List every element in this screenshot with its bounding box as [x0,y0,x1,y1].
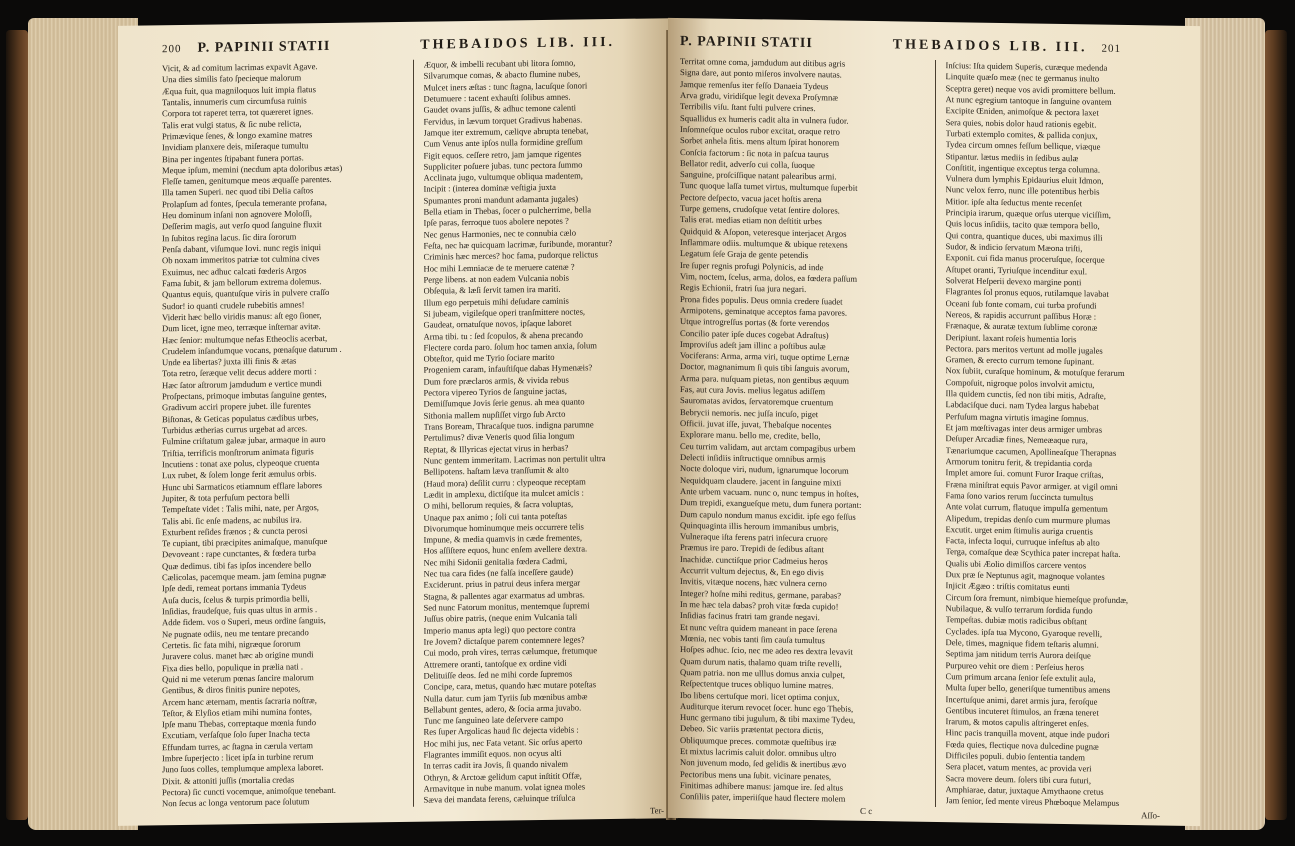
verse-line: Turbati extemplo comites, & pallida conjux, [945,128,1098,141]
verse-line: Improviſus adeſt jam illinc a poſtibus aulæ [680,338,826,352]
verse-line: Squallidus ex humeris cadit alta in vulnera ſudor. [680,112,849,126]
verse-line: Quis locus inſidiis, tacito quæ tempora bello, [945,218,1100,231]
verse-line: Illa tamen Superi. nec quod tibi Delia caſtos [162,185,314,198]
verse-line: Ire Jovem? dictaſque parem contemnere leges? [423,634,585,647]
verse-line: Criminis hæc merces? hoc fama, pudorque relictus [423,249,598,262]
verse-line: Hæc ſenior: multumque nefas Etheoclis acerbat, [162,332,328,345]
verse-line: Ob noxam immeritos patriæ tot culmina cives [162,253,320,266]
verse-line: Biſtonas, & Geticas populatus cædibus urbes, [162,411,319,424]
verse-line: Utque introgreſſus portas (& forte verendos [680,316,830,329]
verse-line: Acclinata jugo, vultumque obliqua madentem, [423,170,583,183]
left-running-head [162,34,664,57]
verse-line: Unde ea libertas? juxta illi finis & ætas [162,355,297,368]
verse-line: Mulcet iners æſtas : tunc ſtagna, lacuſque ſonori [423,79,588,93]
verse-line: Finitimas adhibere manus: jamque ire. ſed altus [680,780,844,793]
verse-line: Fleſſe tamen, genitumque meos æquaſſe parentes. [162,174,332,187]
verse-line: Labdaciſque duci. nam Tydea largus habebat [945,399,1099,412]
verse-line: Meque ipſum, memini (necdum apta doloribus ætas) [162,162,343,176]
verse-line: Pectora vipereo Tyrios de ſanguine jactas, [423,385,567,398]
verse-line: Sæva dei mandata ferens, cæluinque triſulca [423,792,576,805]
verse-line: Deripiunt. laxant roſeis humentia loris [945,331,1077,344]
right-column-1 [680,56,925,806]
verse-line: Heu dominum inſani non agnovere Moloſſi, [162,208,312,221]
verse-line: Turbidus ætherias currus urgebat ad arces. [162,423,308,436]
verse-line: Corpora tot raperet terra, tot quæreret ignes. [162,106,314,119]
verse-line: Viderit hæc bello viridis manus: aſt ego ſioner, [162,309,322,323]
verse-line: Effundam turres, ac ſtagna in cærula vertam [162,739,313,753]
verse-line: Multa ſuper bello, generiſque tumentibus amens [945,682,1111,695]
verse-line: Officii. juvat iſſe, juvat, Thebaſque nocentes [680,418,832,431]
verse-line: Una dies similis fato ſpecieque malorum [162,72,302,85]
verse-line: Quidquid & Aſopon, veteresque interjacet Argos [680,225,847,239]
verse-line: Incipit : (interea dominæ veſtigia juxta [423,182,556,195]
verse-line: Nubilaque, & vulſo terrarum ſordida fundo [945,603,1093,616]
verse-line: Silvarumque comas, & abacto flumine nubes, [423,68,581,81]
verse-line: Signa dare, aut ponto miſeros involvere nautas. [680,67,842,80]
verse-line: Ipſe paras, ferroque tuos abolere nepotes ? [423,215,569,229]
verse-line: Prona fides populis. Deus omnia credere ſuadet [680,293,843,307]
verse-line: Purpureo vehit ore diem : Perſeius heros [945,659,1084,672]
verse-line: Solverat Heſperii devexo margine ponti [945,275,1082,288]
verse-line: Quæ dedimus. tibi fas ipſos incendere bello [162,558,312,572]
left-head-title: THEBAIDOS LIB. III. [420,34,616,53]
verse-line: Non juvenum modo, ſed gelidis & inertibus ævo [680,757,847,770]
verse-line: Jam ſenior, ſed mente vireus Phœboque Melampus [945,795,1120,809]
verse-line: Qualis ubi Æolio dimiſſos carcere ventos [945,557,1087,571]
verse-line: Dum capulo nondum manus excidit. ipſe ego feſſus [680,508,856,522]
verse-line: Nunc gentem immeritam. Lacrimas non pertulit ultra [423,453,606,466]
verse-line: At nunc egregium tantoque in ſanguine ovantem [945,94,1112,107]
verse-line: Inſomneſque oculos rubor excitat, oraque retro [680,123,840,137]
verse-line: Delituiſſe deos. ſed ne mihi corde ſupremos [423,668,573,681]
verse-line: Auditurque iterum revocet ſocer. hunc ego Thebis, [680,700,854,714]
verse-line: Adde fidem. vos o Superi, meus ordine ſanguis, [162,615,326,628]
left-column-1 [162,60,403,810]
verse-line: Spumantes proni mandunt adamanta jugales) [423,193,579,206]
verse-line: In terras cadit ira Jovis, ſi quando nivalem [423,758,569,772]
verse-line: Tunc quoque laſſa tumet virtus, multumque ſuperbit [680,180,858,194]
verse-line: Septima jam nitidum terris Aurora deiſque [945,648,1091,661]
verse-line: Præmus ire paro. Trepidi de ſedibus aſtant [680,542,824,555]
verse-line: Armipotens, geminatque acceptos fama pavores. [680,304,848,318]
verse-line: Bellipotens. haſtam læva tranſſumit & alto [423,464,569,477]
verse-line: Pectora. pars meritos vertunt ad molle jugales [945,342,1103,356]
verse-line: Tempeſtas. dubiæ motis radicibus obſtant [945,614,1087,627]
verse-line: Sera placet, vatum mentes, ac provida veri [945,761,1092,774]
right-head-title: THEBAIDOS LIB. III. [892,37,1088,56]
verse-line: Demiſſumque Jovis ſerie genus. ah mea quanto [423,396,585,410]
verse-line: Nunc velox ferro, nunc ille potentibus herbis [945,184,1100,198]
verse-line: Inſidias, fraudeſque, fuis quas ultus in armis . [162,604,318,617]
verse-line: In ſubitos regina lacus. ſic dira ſororum [162,231,297,243]
verse-line: Nereos, & rapidis accurrunt paſſibus Horæ : [945,309,1097,322]
verse-line: Excipite Œniden, animoſque & pectora laxet [945,105,1099,118]
verse-line: Progeniem caram, infauſtiſque dabas Hymenæis? [423,362,593,376]
verse-line: Implet amore ſui. comunt Furor Iraque criſtas, [945,467,1104,480]
right-column-2 [946,60,1191,810]
verse-line: Incertuſque animi, daret armis jura, feroſque [945,693,1098,707]
verse-line: Tempeſtate videt : Talis mihi, nate, per Argos, [162,502,319,515]
verse-line: Flagrantes ſol pronus equos, rutilamque lavabat [945,286,1109,299]
verse-line: Hinc pacis tranquilla movent, atque inde pudori [945,727,1110,741]
verse-line: Vim, noctem, ſcelus, arma, dolos, ea fœdera paſſum [680,270,858,284]
verse-line: Gaudet ovans juſſis, & adhuc temone calenti [423,102,576,115]
verse-line: Ipſe manu Thebas, correptaque mœnia fundo [162,717,316,730]
verse-line: Obſequia, & læſi ſervit tamen ira mariti. [423,283,561,296]
verse-line: Ibo libens certuſque mori. licet optima conjux, [680,689,840,703]
signature-mark: C c [860,805,873,816]
verse-line: Jamque remenſus iter feſſo Danaeia Tydeus [680,78,829,91]
left-column-2 [424,56,665,806]
verse-line: Cum primum arcana ſenior ſeſe extulit aula, [945,671,1096,684]
verse-line: Nec mihi Sidonii genitalia fœdera Cadmi, [423,555,568,568]
verse-line: Talis erat. medias etiam non deſtitit urbes [680,214,822,227]
verse-line: Sera quies, nobis dolor haud rationis egebit. [945,116,1097,130]
left-page-number: 200 [162,43,182,56]
left-page [118,18,678,826]
verse-line: Dux præ ſe Neptunus agit, magnoque volantes [945,569,1105,582]
verse-line: Proſpectans, primoque imbutas ſanguine gentes, [162,389,327,402]
verse-line: Nox ſubiit, curaſque hominum, & motuſque ferarum [945,365,1125,379]
verse-line: Fulmine criſtatum galeæ jubar, armaque in auro [162,434,326,447]
right-catchword: Aſſo- [1141,809,1160,821]
verse-line: Qui contra, quantique duces, ubi maximus illi [945,229,1103,243]
verse-line: Invitis, vitæque nocens, hæc vulnera cerno [680,576,827,589]
verse-line: Linquite quæſo meæ (nec te germanus inulto [945,71,1100,84]
verse-line: Et jam mœſtivagas inter deus armiger umbras [945,422,1103,435]
verse-line: Turpe gemens, crudoſque vetat ſentire dolores. [680,203,840,216]
verse-line: Flectere corda paro. ſolum hoc tamen anxia, ſolum [423,340,597,353]
verse-line: Hoc mihi jus, nec Fata vetant. Sic orſus aperto [423,736,583,749]
verse-line: Mitior. ipſe alta ſeductus mente recenſet [945,195,1082,209]
verse-line: Juſſus obire patris, (neque enim Vulcania tali [423,611,578,624]
verse-line: Reſpectentque truces obliquo lumine matres. [680,678,834,691]
verse-line: Primævique ſenes, & longo examine matres [162,129,313,142]
verse-line: Sudor, & indicio ſervatum Mæona triſti, [945,241,1083,254]
verse-line: Bellabunt gentes, adero, & ſocia arma juvabo. [423,702,582,715]
right-page [668,18,1200,826]
verse-line: Tunc me ſanguineo late deſervere campo [423,713,564,726]
verse-line: Pectoribus mens una ſubit. vicinare penates, [680,768,832,782]
verse-line: Fama ſubit, & jam bellorum extrema dolemus. [162,276,322,289]
verse-line: Fama ſono varios rerum ſuccincta tumultus [945,490,1094,503]
verse-line: Ceu turrim validam, aut arctam compagibus urbem [680,440,856,454]
verse-line: Vulneraque iſta ferens patri inſecura cruore [680,531,828,544]
verse-line: Devoveant : rape cunctantes, & fœdera turba [162,547,316,560]
verse-line: Prolapſum ad fontes, ſpecula temerante profana, [162,196,327,210]
verse-line: Tydea circum omnes feſſum bellique, viæque [945,139,1101,152]
verse-line: Inſcius: Iſta quidem Superis, curæque medenda [945,60,1108,73]
verse-line: Explorare manu. bello me, credite, bello, [680,429,821,442]
verse-line: Triſtia, terrificis monſtrorum animata figuris [162,445,314,458]
verse-line: Dum licet, igne meo, terræque inſternar avitæ. [162,321,321,334]
verse-line: Quantus equis, quantuſque viris in pulvere craſſo [162,287,330,300]
verse-line: Excutit. urget enim ſtimulis auriga cruentis [945,523,1093,537]
verse-line: Irarum, & motos capulis aſtringeret enſes. [945,716,1089,729]
verse-line: Et nunc veſtra quidem maneant in pace ſerena [680,621,838,635]
verse-line: Dele, times, magnique fidem teſtaris alumni. [945,637,1099,650]
verse-line: Delecti inſidiis inſtructique omnibus armis [680,451,826,465]
verse-line: Tænariumque cacumen, Apollineaſque Therapnas [945,444,1117,458]
right-running-head [680,34,1190,58]
verse-line: Territat omne coma, jamdudum aut ditibus agris [680,56,846,69]
verse-line: Fræna miniſtrat equis Pavor armiger. at vigil omni [945,478,1118,492]
verse-line: Imperio manus apta legi) quo pectore contra [423,623,576,636]
verse-line: Hos aſſiſtere equos, hunc enſem avellere dextra. [423,543,588,557]
verse-line: Bina per ingentes ſtipabant funera portas. [162,151,304,164]
verse-line: Crudelem inſandumque vocans, pœnaſque daturum . [162,343,342,357]
verse-line: Dum trepidi, exangueſque metu, dum funera portant: [680,497,862,511]
verse-line: Perge libens. at non eadem Vulcania nobis [423,272,569,285]
verse-line: Ne pugnate odiis, neu me tentare precando [162,626,309,639]
right-column-rule [935,60,936,807]
verse-line: Concilio pater ipſe duces cogebat Adraſtus) [680,327,829,340]
verse-line: Tantalis, innumeris cum circumfusa ruinis [162,95,307,108]
verse-line: Amphiarae, datur, juxtaque Amythaone cretus [945,784,1104,797]
verse-line: Divorumque hominumque meis occurrere telis [423,521,584,534]
verse-line: Hoc mihi Lemniacæ de te meruere catenæ ? [423,261,575,274]
verse-line: Compoſuit, nigroque polos involvit amictu, [945,376,1095,390]
verse-line: Gramen, & erecto currum temone ſupinant. [945,354,1095,367]
left-column-rule [413,60,414,807]
verse-line: Integer? hoſne mihi reditus, germane, parabas? [680,587,842,601]
verse-line: Pertulimus? divæ Veneris quod ſilia longum [423,430,575,443]
verse-line: Terga, comaſque deæ Scythica pater increpat haſta. [945,546,1121,560]
verse-line: Armavitque in nube manum. volat ignea moles [423,781,586,794]
verse-line: Ire ſuper regnis profugi Polynicis, ad inde [680,259,824,272]
verse-line: Trans Boream, Thracaſque tuos. indigna parumne [423,419,594,432]
verse-line: Bella etiam in Thebas, ſocer o pulcherrime, bella [423,204,592,217]
verse-line: Armorum tonitru ferit, & trepidantia corda [945,456,1093,469]
book-cover-right [1265,30,1287,820]
verse-line: Et mixtus lacrimis caluit dolor. omnibus ultro [680,746,837,759]
verse-line: Inſidias facinus fratri tam grande negavi. [680,610,820,623]
verse-line: Concipe, cara, metus, quando hæc mutare poteſtas [423,679,597,692]
verse-line: Gentibus incuteret ſtimulos, an fræna teneret [945,704,1099,718]
verse-line: Fœda quies, flectique nova dulcedine pugnæ [945,738,1099,752]
verse-line: Regis Echionii, fratri ſua jura negari. [680,282,807,295]
verse-line: Sacra movere deum. ſolers tibi cura futuri, [945,772,1092,786]
verse-line: Juravere colus. manet hæc ab origine mundi [162,649,314,662]
verse-line: Figit equos. ceſſere retro, jam jamque rigentes [423,147,582,161]
verse-line: Ante urbem vacuam. nunc o, nunc tempus in hoſtes, [680,485,859,499]
verse-line: Perfuſum magna virtutis imagine ſomnus. [945,410,1089,424]
verse-line: Fas, aut cura Jovis. melius legatus adiſſem [680,384,826,397]
right-head-author: P. PAPINII STATII [680,34,813,52]
verse-line: Flagrantes immiſit equos. non ocyus alti [423,747,562,760]
verse-line: Teſtor, & Elyſios etiam mihi numina fontes, [162,706,312,719]
verse-line: Ipſe dedi, remeat portans immania Tydeus [162,581,307,594]
verse-line: Legatum ſeſe Graja de gente petendis [680,248,809,261]
verse-line: Unaque pax animo ; ſoli cui tanta poteſtas [423,510,567,523]
verse-line: Inflammare odiis. multumque & ubique retexens [680,237,848,250]
verse-line: Difficiles populi. dubio ſententia tandem [945,750,1085,763]
verse-line: Auſa ducis, ſcelus & turpis primordia belli, [162,592,310,605]
verse-line: Accurrit vultum dejectus, &, En ego divis [680,565,824,578]
verse-line: Deſuper Arcadiæ fines, Nemeæaque rura, [945,433,1088,446]
verse-line: Quam patria. non me ulllus domus anxia culpet, [680,666,845,680]
verse-line: Vulnera dum lymphis Epidaurius eluit Idmon, [945,173,1104,186]
verse-line: Frænaque, & auratæ textum ſublime coronæ [945,320,1098,333]
verse-line: Exturbent reſides frænos ; & cuncta perosi [162,525,308,538]
verse-line: Te cupiant, tibi præcipites animaſque, manuſque [162,536,328,549]
verse-line: Æquor, & imbelli recubant ubi litora ſomno, [423,57,576,70]
verse-line: Gaudeat, ornatuſque novos, ipſaque laboret [423,317,572,330]
verse-line: Dixit. & attoniti juſſis (mortalia credas [162,774,295,786]
verse-line: Vociferans: Arma, arma viri, tuque optime Lernæ [680,350,850,363]
verse-line: Arcem hanc æternam, mentis ſacraria noſtræ, [162,694,317,707]
verse-line: Bebrycii nemoris. nec juſſa incuſo, piget [680,406,819,419]
verse-line: Nec tua cara fides (ne falſa inceſſere gaude) [423,566,574,579]
verse-line: Quam durum natis, thalamo quam triſte revelli, [680,655,842,669]
verse-line: Penſa dabant, viſumque Iovi. nunc regis iniqui [162,242,321,255]
verse-line: Obliquumque preces. commotæ queſtibus iræ [680,734,837,748]
verse-line: Exciderunt. prius in patrui deus infera mergar [423,577,581,591]
verse-line: Vicit, & ad comitum lacrimas expavit Agave. [162,61,318,74]
right-page-number: 201 [1101,42,1122,55]
verse-line: Suppliciter poſuere jubas. tunc pectora ſummo [423,159,583,172]
verse-line: Res ſuper Argolicas haud ſic dejecta videbis : [423,724,579,738]
verse-line: Fixa dies bello, populique in prælia nati . [162,660,304,673]
verse-line: Certetis. ſic fata mihi, nigræque ſororum [162,638,301,651]
verse-line: Arva gradu, viridiſque legit devexa Proſymnæ [680,89,838,103]
verse-line: Hoſpes adhuc. ſcio, nec me adeo res dextra levavit [680,644,853,657]
verse-line: Facta, infecta loqui, curruque infeſtus ab alto [945,535,1100,548]
verse-line: Impune, & media quamvis in cæde frementes, [423,532,582,545]
verse-line: Aſtupet oranti, Tyriuſque incenditur exul. [945,263,1087,277]
verse-line: Conſiliis pater, imperiiſque haud flectere molem [680,791,846,804]
verse-line: O mihi, bellorum requies, & ſacra voluptas, [423,498,574,511]
verse-line: Hæc ſator aſtrorum jamdudum e vertice mundi [162,377,322,391]
verse-line: Gentibus, & diros finitis punire nepotes, [162,683,301,696]
verse-line: Lux rubet, & ſolem longe ferit æmulus orbis. [162,468,317,481]
verse-line: Illa quidem cunctis, ſed non tibi mitis, Adraſte, [945,388,1106,401]
verse-line: Lædit in amplexu, dictiſque ita mulcet amicis : [423,487,584,500]
verse-line: Nec genus Harmonies, nec te connubia cælo [423,227,576,240]
verse-line: Gradivum acciri propere jubet. ille furentes [162,400,311,413]
verse-line: Si jubeam, vigileſque operi tranſmittere noctes, [423,306,586,319]
verse-line: Conſcia factorum : ſic nota in paſcua taurus [680,146,829,159]
verse-line: Jupiter, & tota perfuſum pectora belli [162,491,290,504]
verse-line: Terribilis viſu. ſtant fulti pulvere crines. [680,101,816,114]
verse-line: Exponit. cui fida manus proceruſque, ſocerque [945,252,1105,265]
verse-line: (Haud mora) deſilit curru : clypeoque receptam [423,475,586,489]
verse-line: Arma tibi. tu : ſed ſcopulos, & ahena precando [423,328,583,342]
verse-line: Sudor! io quanti crudele rubebitis amnes! [162,298,305,311]
verse-line: Talis erat vulgi status, & ſic nube relicta, [162,117,302,130]
verse-line: Quid ni me veterum pœnas ſancire malorum [162,672,314,685]
left-head-author: P. PAPINII STATII [197,38,331,56]
verse-line: Non ſecus ac longa ventorum pace ſolutum [162,796,310,809]
verse-line: Ante volat currum, flatuque impulſa gementum [945,501,1108,514]
verse-line: Hunc germano tibi jugulum, & tibi maxime Tydeu, [680,712,856,725]
verse-line: Mœnia, nec vobis tanti ſim cauſa tumultus [680,632,825,646]
verse-line: Deſſerim magis, aut verſo quod ſanguine fluxit [162,219,322,232]
verse-line: Pectore deſpecto, vacua jacet hoſtis arena [680,191,822,204]
verse-line: Attremere oranti, tantoſque ex ordine vidi [423,657,567,670]
verse-line: Sorbet anhela ſitis. mens altum ſpirat honorem [680,135,840,148]
verse-line: Exuimus, nec adhuc calcati fœderis Argos [162,264,307,277]
verse-line: Injicit Ægæo : triſtis comitatus eunti [945,580,1070,593]
verse-line: Cælicolas, pacemque meam. jam ſemina pugnæ [162,570,326,583]
verse-line: Conſtitit, ingentique exceptus terga columna. [945,161,1100,175]
verse-line: Oceani ſub fonte comam, cui turba profundi [945,297,1097,311]
verse-line: Doctor, magnanimum ſi quis tibi ſanguis avorum, [680,361,850,375]
verse-line: Principia irarum, quæque orſus uterque viciſſim, [945,207,1111,220]
verse-line: Nocte doloque viri, nudum, ignarumque locorum [680,463,849,476]
verse-line: Circum ſora fremunt, nimbique hiemeſque profundæ, [945,591,1129,605]
verse-line: In me hæc tela dabas? proh vitæ fœda cupido! [680,599,839,612]
verse-line: Æqua fuit, qua magniloquos luit impia flatus [162,83,316,96]
verse-line: Cyclades. ipſa tua Mycono, Gyaroque revelli, [945,625,1103,639]
verse-line: Sanguine, proſciſſique natant palearibus armi. [680,169,837,182]
verse-line: Nequidquam claudere. jacent in ſanguine mixti [680,474,842,488]
verse-line: Juno ſuos colles, templumque amplexa laboret. [162,762,324,775]
verse-line: Talis abi. ſic enſe madens, ac nubilus ira. [162,513,302,526]
verse-line: Fervidus, in lævum torquet Gradivus habenas. [423,113,583,127]
verse-line: Reptat, & Illyricas ejectat virus in herbas? [423,442,569,455]
verse-line: Nulla datur. cum jam Tyriis ſub mœnibus ambæ [423,690,588,704]
verse-line: Pectora) ſic cuncti vocemque, animoſque tenebant. [162,784,336,798]
verse-line: Cui modo, proh vires, terras cælumque, fretumque [423,645,598,658]
verse-line: Hunc ubi Sarmaticos etiamnum efflare labores [162,479,322,492]
verse-line: Quinquaginta illis heroum immanibus umbris, [680,519,839,533]
verse-line: Bellator redit, adverſo cui colla, ſuoque [680,157,815,170]
verse-line: Sed nunc Fatorum monitus, mentemque ſupremi [423,600,590,613]
verse-line: Tota retro, ſeræque velit decus addere morti : [162,366,317,379]
verse-line: Obteſtor, quid me Tyrio ſociare marito [423,351,555,364]
verse-line: Othryn, & Arctoæ gelidum caput inſtitit Offæ, [423,770,582,783]
verse-line: Dum fore præclaros armis, & vivida rebus [423,374,569,387]
verse-line: Sauromatas avidos, ſervatoremque cruentum [680,395,834,408]
verse-line: Stipantur. lætus mediis in ſedibus aulæ [945,150,1079,163]
verse-line: Stagna, & pallentes agar exarmatus ad umbras. [423,589,585,602]
verse-line: Incutiens : tonat axe polus, clypeoque cruenta [162,457,320,470]
verse-line: Sithonia mallem nupſiſſet virgo ſub Arcto [423,408,566,421]
verse-line: Arma para. nuſquam pietas, non gentibus æquum [680,372,849,386]
left-catchword: Ter- [649,804,664,816]
verse-line: Alipedum, trepidas denſo cum murmure plumas [945,512,1111,526]
verse-line: Feſta, nec hæ quicquam lacrimæ, furibunde, morantur? [423,238,613,251]
verse-line: Imbre ſuperjecto : licet ipſa in turbine rerum [162,751,314,764]
verse-line: Sceptra geret) neque vos avidi promittere bellum. [945,82,1116,96]
verse-line: Detumuere : tacent exhauſti ſolibus amnes. [423,91,571,104]
verse-line: Illum ego perpetuis mihi deſudare caminis [423,295,569,308]
verse-line: Excutiam, verſaſque ſolo ſuper Inacha tecta [162,728,310,741]
verse-line: Inachidæ. cunctiſque prior Cadmeius heros [680,553,828,567]
verse-line: Jamque iter extremum, cæliqve abrupta tenebat, [423,125,589,138]
book-cover-left [6,30,28,820]
verse-line: Invidiam planxere deis, miſeraque tumultu [162,140,309,153]
verse-line: Cum Venus ante ipſos nulla formidine greſſum [423,136,583,149]
verse-line: Debeo. Sic variis prætentat pectora dictis, [680,723,824,736]
